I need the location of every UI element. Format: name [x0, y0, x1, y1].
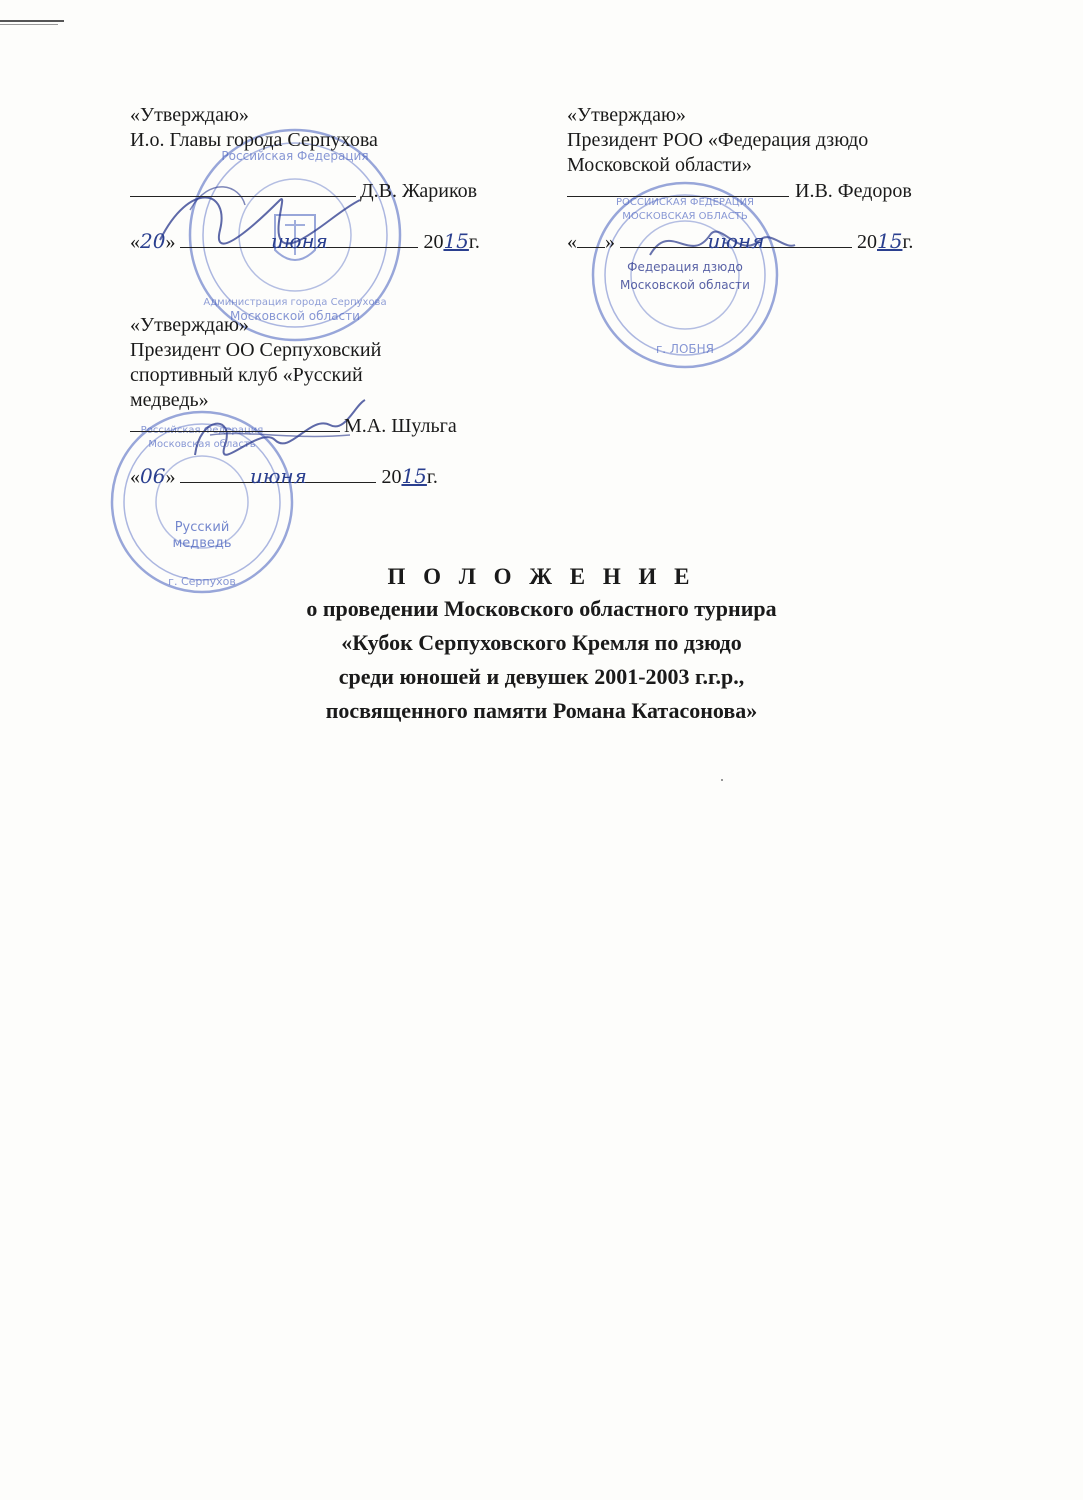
- signature-underline: [567, 178, 789, 197]
- stamp-text: Московской области: [230, 309, 360, 323]
- date-month-line: [620, 229, 852, 253]
- signer-name: И.В. Федоров: [795, 180, 912, 202]
- stamp-text: г. Серпухов: [168, 575, 236, 588]
- date-open-quote: «: [130, 231, 140, 253]
- scan-dust-dot: [721, 779, 723, 781]
- date-day: 20: [140, 229, 166, 253]
- approval-position: Московской области»: [567, 154, 752, 176]
- approval-heading: «Утверждаю»: [130, 314, 249, 336]
- stamp-text: РОССИЙСКАЯ ФЕДЕРАЦИЯ: [616, 197, 754, 208]
- document-subtitle-line: посвященного памяти Романа Катасонова»: [325, 698, 758, 723]
- document-title: П О Л О Ж Е Н И Е: [387, 564, 696, 589]
- approval-heading: «Утверждаю»: [567, 104, 686, 126]
- year-prefix: 20: [381, 466, 402, 488]
- approval-block-federation: [567, 103, 947, 255]
- stamp-text: Федерация дзюдо: [627, 260, 743, 274]
- date-month: июня: [250, 464, 307, 488]
- year-end: г.: [468, 231, 480, 253]
- year-end: г.: [426, 466, 438, 488]
- signer-name: Д.В. Жариков: [360, 180, 478, 202]
- document-subtitle-line: среди юношей и девушек 2001-2003 г.г.р.,: [338, 664, 745, 689]
- stamp-text: МОСКОВСКАЯ ОБЛАСТЬ: [622, 211, 748, 222]
- date-open-quote: «: [130, 466, 140, 488]
- approval-date-line: [130, 229, 510, 255]
- date-day: 06: [140, 464, 166, 488]
- approval-signature-line: [130, 413, 500, 439]
- date-close-quote: »: [605, 231, 615, 253]
- approval-block-city: [130, 103, 510, 255]
- year-prefix: 20: [423, 231, 444, 253]
- approval-position: И.о. Главы города Серпухова: [130, 129, 378, 151]
- approval-date-line: [130, 464, 500, 490]
- signature-underline: [130, 413, 340, 432]
- stamp-text: г. ЛОБНЯ: [656, 342, 714, 356]
- stamp-text: Российская Федерация: [140, 425, 264, 436]
- approval-position: Президент РОО «Федерация дзюдо: [567, 129, 869, 151]
- stamp-text: Администрация города Серпухова: [203, 297, 387, 308]
- approval-position: Президент ОО Серпуховский: [130, 339, 382, 361]
- stamp-text: медведь: [172, 536, 232, 551]
- date-month-line: [180, 229, 418, 253]
- date-close-quote: »: [165, 231, 176, 253]
- approval-block-club: [130, 313, 500, 490]
- approval-signature-line: [567, 178, 947, 204]
- year-suffix: 15: [443, 229, 469, 253]
- document-subtitle-line: «Кубок Серпуховского Кремля по дзюдо: [341, 630, 742, 655]
- date-month: июня: [271, 229, 328, 253]
- approval-date-line: [567, 229, 947, 255]
- stamp-text: Московской области: [620, 278, 750, 292]
- date-day-line: [577, 229, 605, 248]
- date-open-quote: «: [567, 231, 577, 253]
- year-suffix: 15: [401, 464, 427, 488]
- date-month: июня: [707, 229, 765, 253]
- approval-position: спортивный клуб «Русский: [130, 364, 363, 386]
- year-prefix: 20: [857, 231, 877, 253]
- scan-edge-mark: [0, 20, 64, 22]
- year-end: г.: [902, 231, 914, 253]
- approval-heading: «Утверждаю»: [130, 104, 249, 126]
- approval-position: медведь»: [130, 389, 209, 411]
- approval-signature-line: [130, 178, 510, 204]
- stamp-text: Русский: [174, 520, 230, 535]
- document-title-block: [0, 562, 1083, 728]
- date-close-quote: »: [165, 466, 176, 488]
- stamp-text: Российская Федерация: [221, 149, 369, 163]
- signer-name: М.А. Шульга: [344, 415, 457, 437]
- document-subtitle-line: о проведении Московского областного турнира: [306, 596, 777, 621]
- stamp-text: Московская область: [148, 439, 256, 450]
- year-suffix: 15: [877, 229, 903, 253]
- scan-edge-mark-2: [0, 24, 58, 25]
- date-month-line: [180, 464, 376, 488]
- signature-underline: [130, 178, 356, 197]
